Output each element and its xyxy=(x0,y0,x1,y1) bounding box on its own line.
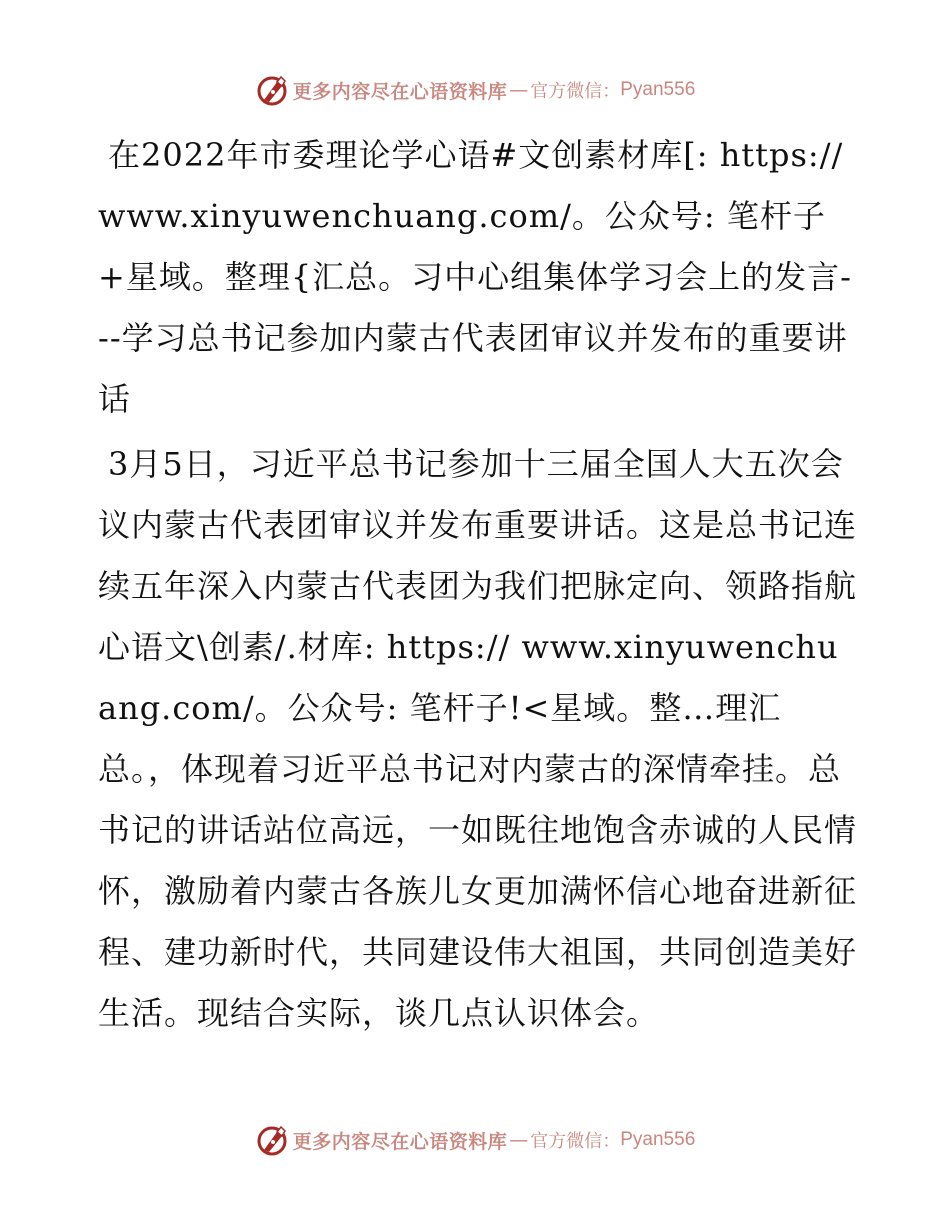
footer-banner xyxy=(0,1120,950,1160)
header-banner xyxy=(0,70,950,110)
footer-official-label: 官方微信： xyxy=(530,1131,621,1152)
header-official-label: 官方微信： xyxy=(530,81,621,102)
footer-wechat-id: Pyan556 xyxy=(620,1129,696,1150)
header-slogan: 更多内容尽在心语资料库 xyxy=(292,80,508,103)
paragraph-intro: 在2022年市委理论学心语#文创素材库[: https://www.xinyuwenchuang.com/。公众号: 笔杆子+星域。整理{汇总。习中心组集体学习会上的发言---学习总书记参加内蒙古代表团审议并发布的重要讲话 xyxy=(98,136,852,418)
header-separator: — xyxy=(509,79,529,101)
footer-slogan: 更多内容尽在心语资料库 xyxy=(292,1130,508,1153)
pen-nib-circle-logo-icon xyxy=(255,73,289,107)
footer-separator: — xyxy=(509,1129,529,1151)
pen-nib-circle-logo-icon xyxy=(255,1123,289,1157)
document-body xyxy=(98,125,858,1044)
header-wechat-id: Pyan556 xyxy=(620,79,696,100)
paragraph-main: 3月5日，习近平总书记参加十三届全国人大五次会议内蒙古代表团审议并发布重要讲话。这是总书记连续五年深入内蒙古代表团为我们把脉定向、领路指航心语文\创素/.材库: https:// www.xinyuwenchuang.com/。公众号: 笔杆子!<星域。整…理汇总。，体现着习近平总书记对内蒙古的深情牵挂。总书记的讲话站位高远，一如既往地饱含赤诚的人民情怀，激励着内蒙古各族儿女更加满怀信心地奋进新征程、建功新时代，共同建设伟大祖国，共同创造美好生活。现结合实际，谈几点认识体会。 xyxy=(98,445,858,1032)
